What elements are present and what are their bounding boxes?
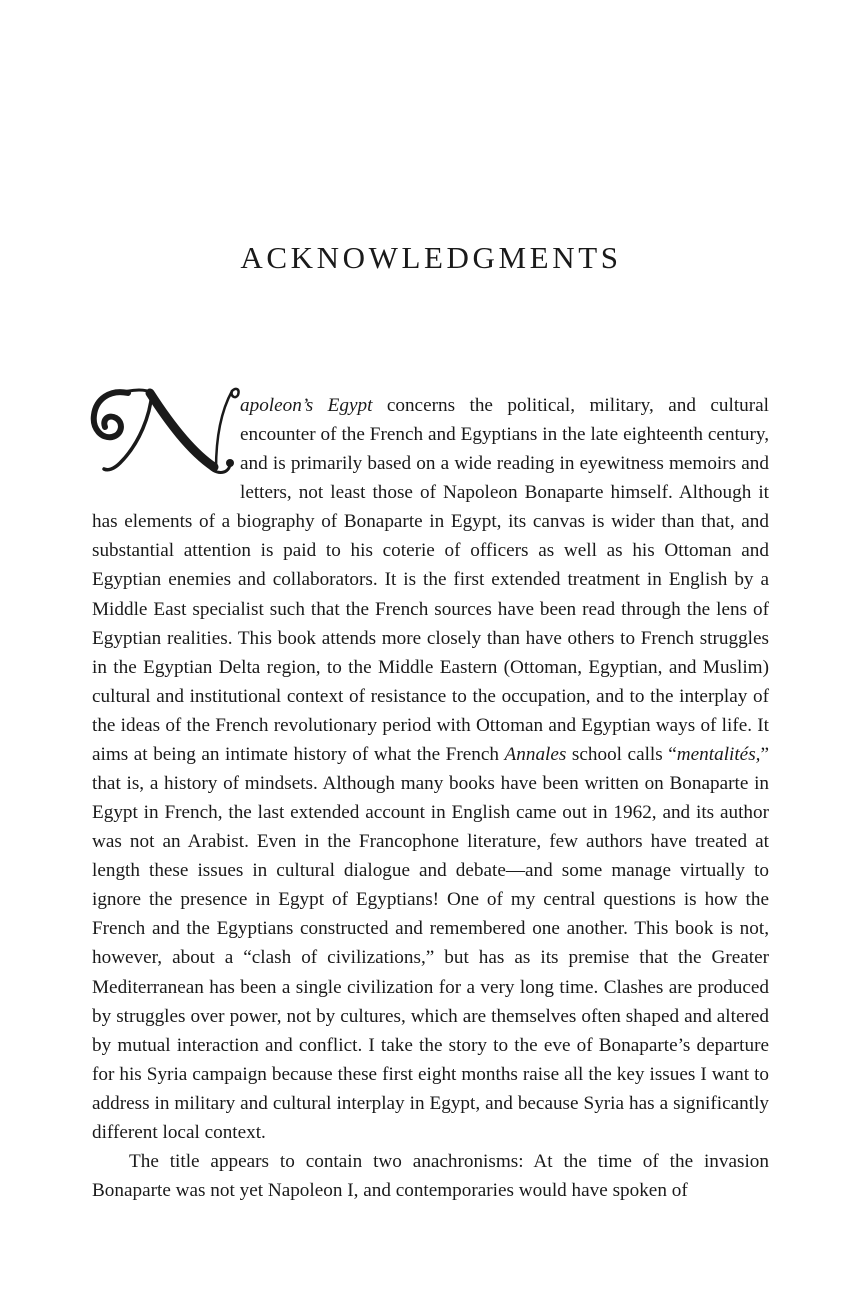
paragraph-1-run-3: ” that is, a history of mindsets. Although many books have been written on Bonaparte in Egypt in French, the last extended account in English came out in 1962, and its author was not an Arabist. Even in the Francophone literature, few authors have treated at length these issues in cultural dialogue and debate—and some manage virtually to ignore the presence in Egypt of Egyptians! One of my central questions is how the French and the Egyptians constructed and remembered one another. This book is not, however, about a “clash of civilizations,” but has as its premise that the Greater Mediterranean has been a single civilization for a very long time. Clashes are produced by struggles over power, not by cultures, which are themselves often shaped and altered by mutual interaction and conflict. I take the story to the eve of Bonaparte’s departure for his Syria campaign because these first eight months raise all the key issues I want to address in military and cultural interplay in Egypt, and because Syria has a significantly different local context.	[92, 743, 769, 1143]
paragraph-1-run-2: school calls “	[566, 743, 677, 765]
book-title-italic: apoleon’s Egypt	[240, 395, 373, 416]
annales-italic: Annales	[504, 743, 567, 765]
mentalites-italic: mentalités,	[676, 743, 761, 765]
body-text	[92, 391, 769, 1205]
drop-cap-n-icon	[90, 385, 240, 480]
page-title: ACKNOWLEDGMENTS	[240, 240, 622, 275]
paragraph-1-run-1: concerns the political, military, and cultural encounter of the French and Egyptians in the late eighteenth century, and is primarily based on a wide reading in eyewitness memoirs and letters, not least those of Napoleon Bonaparte himself. Although it has elements of a biography of Bonaparte in Egypt, its canvas is wider than that, and substantial attention is paid to his coterie of officers as well as his Ottoman and Egyptian enemies and collaborators. It is the first extended treatment in English by a Middle East specialist such that the French sources have been read through the lens of Egyptian realities. This book attends more closely than have others to French struggles in the Egyptian Delta region, to the Middle Eastern (Ottoman, Egyptian, and Muslim) cultural and institutional context of resistance to the occupation, and to the interplay of the ideas of the French revolutionary period with Ottoman and Egyptian ways of life. It aims at being an intimate history of what the French	[92, 395, 770, 765]
paragraph-2: The title appears to contain two anachronisms: At the time of the invasion Bonaparte was not yet Napoleon I, and contemporaries would have spoken of	[92, 1151, 769, 1202]
paragraph-1	[92, 391, 769, 1147]
